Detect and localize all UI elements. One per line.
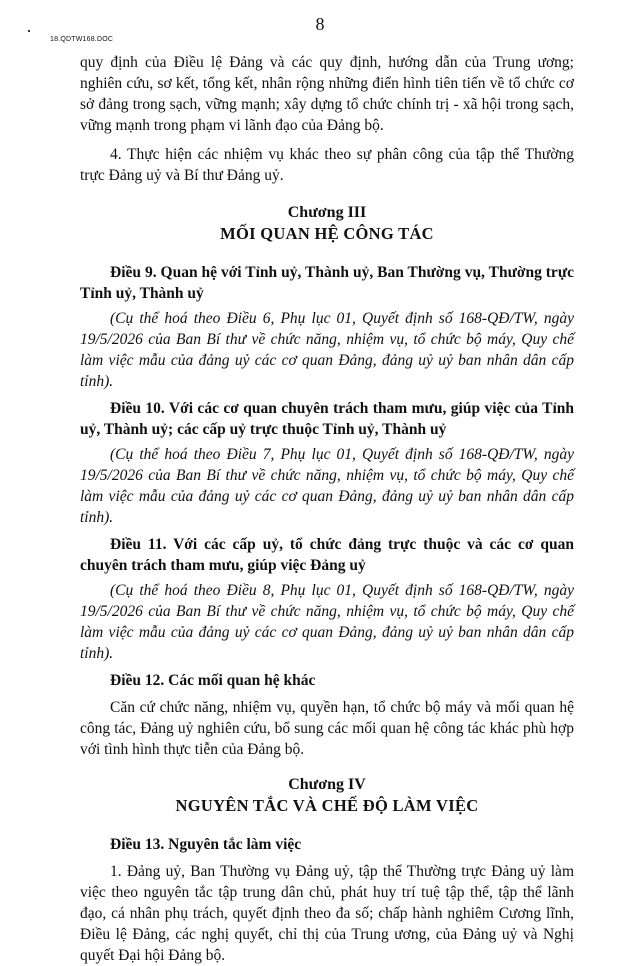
article-12-body: Căn cứ chức năng, nhiệm vụ, quyền hạn, tổ chức bộ máy và mối quan hệ công tác, Đảng uỷ nghiên cứu, bổ sung các mối quan hệ công tác khác phù hợp với tình hình thực tiễn của Đảng bộ. — [80, 699, 574, 758]
document-body — [80, 52, 574, 966]
article-12-title: Điều 12. Các mối quan hệ khác — [110, 672, 316, 689]
article-11-title: Điều 11. Với các cấp uỷ, tổ chức đảng trực thuộc và các cơ quan chuyên trách tham mưu, giúp việc Đảng uỷ — [80, 536, 574, 574]
chapter-3-number: Chương III — [287, 204, 367, 221]
article-9-note: (Cụ thể hoá theo Điều 6, Phụ lục 01, Quyết định số 168-QĐ/TW, ngày 19/5/2026 của Ban Bí thư về chức năng, nhiệm vụ, tổ chức bộ máy, Quy chế làm việc mẫu của đảng uỷ các cơ quan Đảng, đảng uỷ uỷ ban nhân dân cấp tỉnh). — [80, 310, 574, 390]
chapter-3-title: MỐI QUAN HỆ CÔNG TÁC — [220, 224, 434, 243]
article-13-title: Điều 13. Nguyên tắc làm việc — [110, 836, 302, 853]
article-10-note: (Cụ thể hoá theo Điều 7, Phụ lục 01, Quyết định số 168-QĐ/TW, ngày 19/5/2026 của Ban Bí thư về chức năng, nhiệm vụ, tổ chức bộ máy, Quy chế làm việc mẫu của đảng uỷ các cơ quan Đảng, đảng uỷ uỷ ban nhân dân cấp tỉnh). — [80, 446, 574, 526]
chapter-4-number: Chương IV — [288, 776, 366, 793]
page-number: 8 — [315, 14, 325, 34]
article-11-note: (Cụ thể hoá theo Điều 8, Phụ lục 01, Quyết định số 168-QĐ/TW, ngày 19/5/2026 của Ban Bí thư về chức năng, nhiệm vụ, tổ chức bộ máy, Quy chế làm việc mẫu của đảng uỷ các cơ quan Đảng, đảng uỷ uỷ ban nhân dân cấp tỉnh). — [80, 582, 574, 662]
article-10-title: Điều 10. Với các cơ quan chuyên trách tham mưu, giúp việc của Tỉnh uỷ, Thành uỷ; các cấp uỷ trực thuộc Tỉnh uỷ, Thành uỷ — [80, 400, 574, 438]
chapter-4-title: NGUYÊN TẮC VÀ CHẾ ĐỘ LÀM VIỆC — [175, 796, 479, 815]
document-code: 18.QDTW168.DOC — [50, 36, 114, 43]
article-9-title: Điều 9. Quan hệ với Tỉnh uỷ, Thành uỷ, Ban Thường vụ, Thường trực Tỉnh uỷ, Thành uỷ — [80, 264, 574, 302]
paragraph-continued: quy định của Điều lệ Đảng và các quy định, hướng dẫn của Trung ương; nghiên cứu, sơ kết, tổng kết, nhân rộng những điển hình tiên tiến về tổ chức cơ sở đảng trong sạch, vững mạnh; xây dựng tổ chức chính trị - xã hội trong sạch, vững mạnh trong phạm vi lãnh đạo của Đảng bộ. — [80, 54, 574, 134]
paragraph-item-4: 4. Thực hiện các nhiệm vụ khác theo sự phân công của tập thể Thường trực Đảng uỷ và Bí thư Đảng uỷ. — [80, 146, 574, 184]
article-13-body: 1. Đảng uỷ, Ban Thường vụ Đảng uỷ, tập thể Thường trực Đảng uỷ làm việc theo nguyên tắc tập trung dân chủ, phát huy trí tuệ tập thể, tập thể lãnh đạo, cá nhân phụ trách, quyết định theo đa số; chấp hành nghiêm Cương lĩnh, Điều lệ Đảng, các nghị quyết, chỉ thị của Trung ương, của Đảng uỷ và Nghị quyết Đại hội Đảng bộ. — [80, 863, 574, 964]
